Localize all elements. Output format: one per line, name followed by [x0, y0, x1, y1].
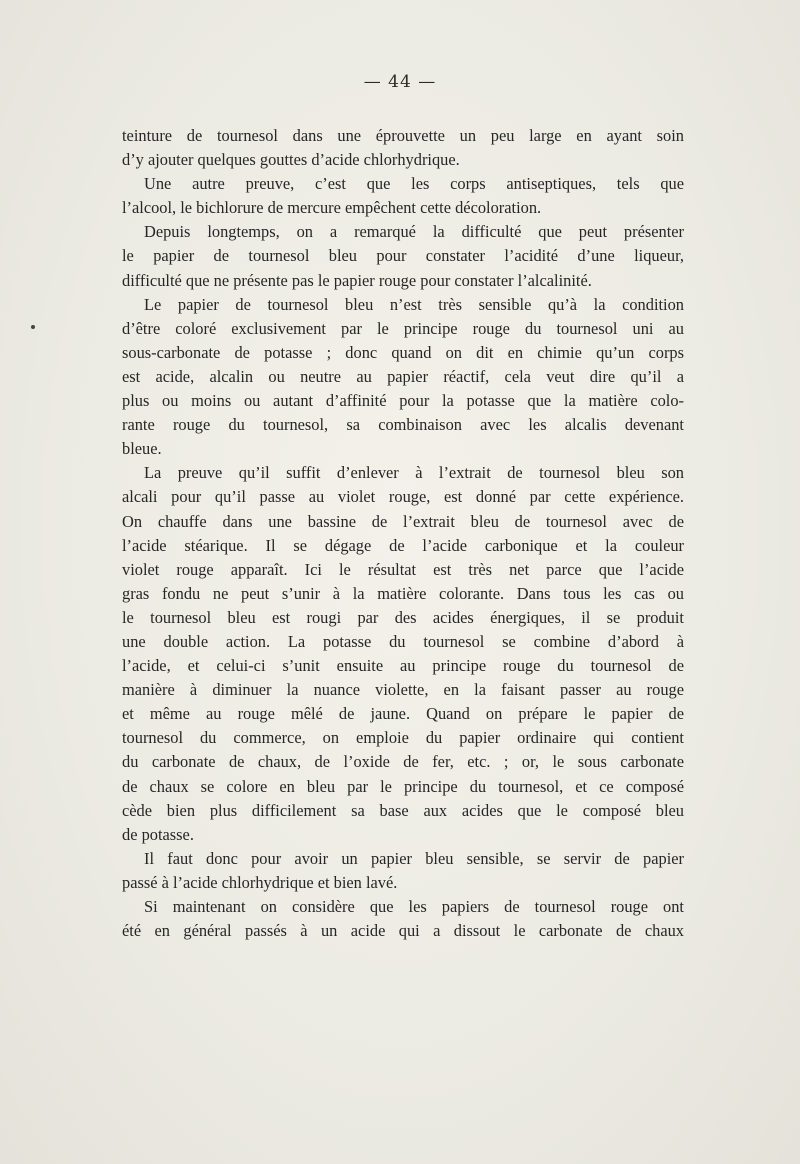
text-line: le tournesol bleu est rougi par des acides énergiques, il se produit: [122, 607, 684, 627]
text-line: de potasse.: [122, 824, 194, 844]
text-line: l’acide stéarique. Il se dégage de l’acide carbonique et la couleur: [122, 535, 684, 555]
text-line: violet rouge apparaît. Ici le résultat est très net parce que l’acide: [122, 559, 684, 579]
text-line: d’y ajouter quelques gouttes d’acide chlorhydrique.: [122, 150, 460, 170]
text-line: manière à diminuer la nuance violette, en la faisant passer au rouge: [122, 680, 684, 700]
text-line: difficulté que ne présente pas le papier rouge pour constater l’alcalinité.: [122, 270, 592, 290]
text-line: et même au rouge mêlé de jaune. Quand on prépare le papier de: [122, 704, 684, 724]
text-line: l’acide, et celui-ci s’unit ensuite au principe rouge du tournesol de: [122, 656, 684, 676]
text-line: bleue.: [122, 439, 162, 459]
text-line: Une autre preuve, c’est que les corps antiseptiques, tels que: [144, 174, 684, 194]
text-line: Il faut donc pour avoir un papier bleu sensible, se servir de papier: [144, 848, 684, 868]
text-line: été en général passés à un acide qui a dissout le carbonate de chaux: [122, 921, 684, 941]
text-line: une double action. La potasse du tournesol se combine d’abord à: [122, 631, 684, 651]
text-line: est acide, alcalin ou neutre au papier réactif, cela veut dire qu’il a: [122, 366, 684, 386]
body-text: [122, 124, 684, 943]
text-line: de chaux se colore en bleu par le principe du tournesol, et ce composé: [122, 776, 684, 796]
text-line: alcali pour qu’il passe au violet rouge, est donné par cette expérience.: [122, 487, 684, 507]
margin-mark: [31, 325, 35, 329]
text-line: passé à l’acide chlorhydrique et bien lavé.: [122, 872, 398, 892]
text-line: sous-carbonate de potasse ; donc quand on dit en chimie qu’un corps: [122, 342, 684, 362]
text-line: On chauffe dans une bassine de l’extrait bleu de tournesol avec de: [122, 511, 684, 531]
text-line: du carbonate de chaux, de l’oxide de fer, etc. ; or, le sous carbonate: [122, 752, 684, 772]
text-line: d’être coloré exclusivement par le principe rouge du tournesol uni au: [122, 318, 684, 338]
text-line: Le papier de tournesol bleu n’est très sensible qu’à la condition: [144, 294, 684, 314]
text-line: La preuve qu’il suffit d’enlever à l’extrait de tournesol bleu son: [144, 463, 684, 483]
text-line: Depuis longtemps, on a remarqué la difficulté que peut présenter: [144, 222, 684, 242]
text-line: le papier de tournesol bleu pour constater l’acidité d’une liqueur,: [122, 246, 684, 266]
page-number: — 44 —: [363, 72, 437, 92]
text-line: rante rouge du tournesol, sa combinaison avec les alcalis devenant: [122, 415, 684, 435]
text-line: teinture de tournesol dans une éprouvette un peu large en ayant soin: [122, 126, 684, 145]
text-line: gras fondu ne peut s’unir à la matière colorante. Dans tous les cas ou: [122, 583, 684, 603]
text-line: l’alcool, le bichlorure de mercure empêchent cette décoloration.: [122, 198, 542, 218]
text-line: tournesol du commerce, on emploie du papier ordinaire qui contient: [122, 728, 684, 748]
text-line: cède bien plus difficilement sa base aux acides que le composé bleu: [122, 800, 684, 820]
text-line: plus ou moins ou autant d’affinité pour la potasse que la matière colo-: [122, 391, 684, 411]
text-line: Si maintenant on considère que les papiers de tournesol rouge ont: [144, 897, 684, 916]
